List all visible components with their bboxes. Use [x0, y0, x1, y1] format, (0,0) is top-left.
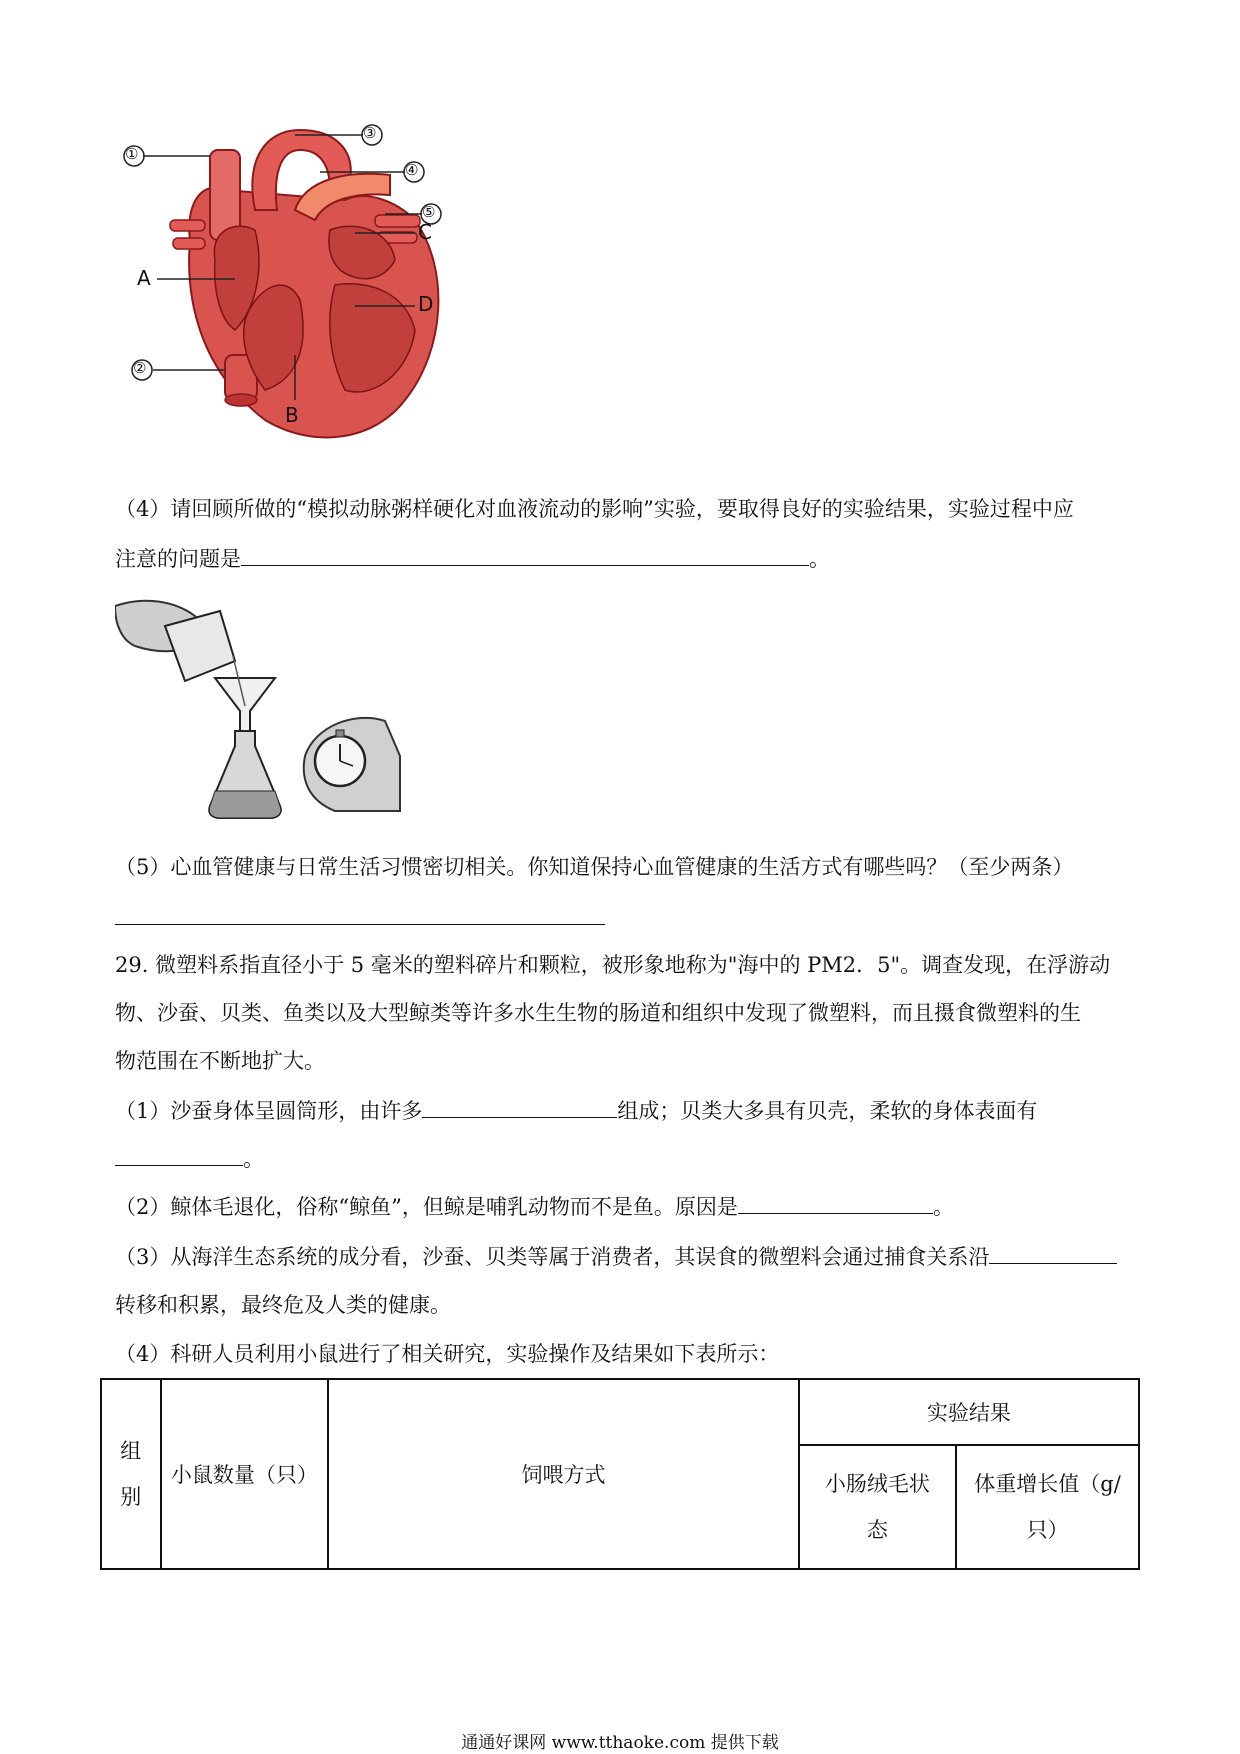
col-group-char2: 别 [120, 1485, 142, 1509]
col-weight-header [956, 1445, 1139, 1569]
col-weight-text2: 只） [1026, 1518, 1069, 1542]
q29-sub2-end: 。 [932, 1195, 954, 1219]
q29-sub3-blank[interactable] [989, 1241, 1117, 1264]
q4-answer-blank[interactable] [241, 543, 809, 566]
col-group-header [101, 1379, 161, 1569]
q29-line2: 物、沙蚕、贝类、鱼类以及大型鲸类等许多水生生物的肠道和组织中发现了微塑料，而且摄食微塑料的生 [115, 1001, 1081, 1025]
q4-line2 [115, 543, 830, 574]
q29-sub2-blank[interactable] [738, 1191, 933, 1214]
col-villi-header [799, 1445, 956, 1569]
lab-illustration [115, 596, 405, 826]
q29-sub2-prompt: （2）鲸体毛退化，俗称“鲸鱼”，但鲸是哺乳动物而不是鱼。原因是 [115, 1195, 738, 1219]
q29-sub3 [115, 1241, 1117, 1272]
pouring-experiment-image [115, 596, 405, 826]
q29-sub1-end: 。 [243, 1147, 264, 1171]
experiment-table [100, 1378, 1140, 1570]
col-result-header: 实验结果 [799, 1379, 1139, 1445]
col-villi-text2: 态 [866, 1518, 888, 1542]
q5-line1: （5）心血管健康与日常生活习惯密切相关。你知道保持心血管健康的生活方式有哪些吗？（至少两条） [115, 855, 1074, 879]
q29-sub1-mid: 组成；贝类大多具有贝壳，柔软的身体表面有 [617, 1099, 1038, 1123]
q29-sub1-blank1[interactable] [422, 1095, 617, 1118]
q4-prompt: 注意的问题是 [115, 547, 241, 571]
page-footer: 通通好课网 www.tthaoke.com 提供下载 [461, 1733, 779, 1753]
q29-sub1-prompt: （1）沙蚕身体呈圆筒形，由许多 [115, 1099, 423, 1123]
q29-sub2 [115, 1191, 954, 1222]
col-villi-text1: 小肠绒毛状 [824, 1472, 930, 1496]
q4-period: 。 [809, 547, 830, 571]
col-weight-text1: 体重增长值（g/ [974, 1472, 1121, 1496]
q29-sub4: （4）科研人员利用小鼠进行了相关研究，实验操作及结果如下表所示： [115, 1342, 780, 1366]
q29-sub3-prompt: （3）从海洋生态系统的成分看，沙蚕、贝类等属于消费者，其误食的微塑料会通过捕食关系沿 [115, 1245, 990, 1269]
label-4: ④ [405, 161, 419, 179]
col-group-char1: 组 [120, 1439, 142, 1463]
col-count-header: 小鼠数量（只） [161, 1379, 329, 1569]
q5-answer-line[interactable] [115, 924, 605, 925]
label-5: ⑤ [422, 203, 436, 221]
label-1: ① [125, 145, 139, 163]
label-c: C [418, 220, 432, 244]
heart-diagram [115, 120, 515, 480]
q29-sub1 [115, 1095, 1037, 1126]
q29-sub3-line2: 转移和积累，最终危及人类的健康。 [115, 1293, 451, 1317]
label-d: D [418, 292, 434, 316]
q29-line1: 29. 微塑料系指直径小于 5 毫米的塑料碎片和颗粒，被形象地称为"海中的 PM2．5"。调查发现，在浮游动 [115, 953, 1111, 977]
label-2: ② [133, 359, 147, 377]
q4-line1: （4）请回顾所做的“模拟动脉粥样硬化对血液流动的影响”实验，要取得良好的实验结果，实验过程中应 [115, 497, 1074, 521]
col-feed-header: 饲喂方式 [328, 1379, 799, 1569]
heart-illustration [115, 120, 515, 480]
label-b: B [285, 403, 299, 427]
label-a: A [137, 266, 151, 290]
label-3: ③ [363, 124, 377, 142]
q29-sub1-cont [115, 1143, 264, 1174]
q29-line3: 物范围在不断地扩大。 [115, 1049, 325, 1073]
q29-sub1-blank2[interactable] [115, 1143, 243, 1166]
